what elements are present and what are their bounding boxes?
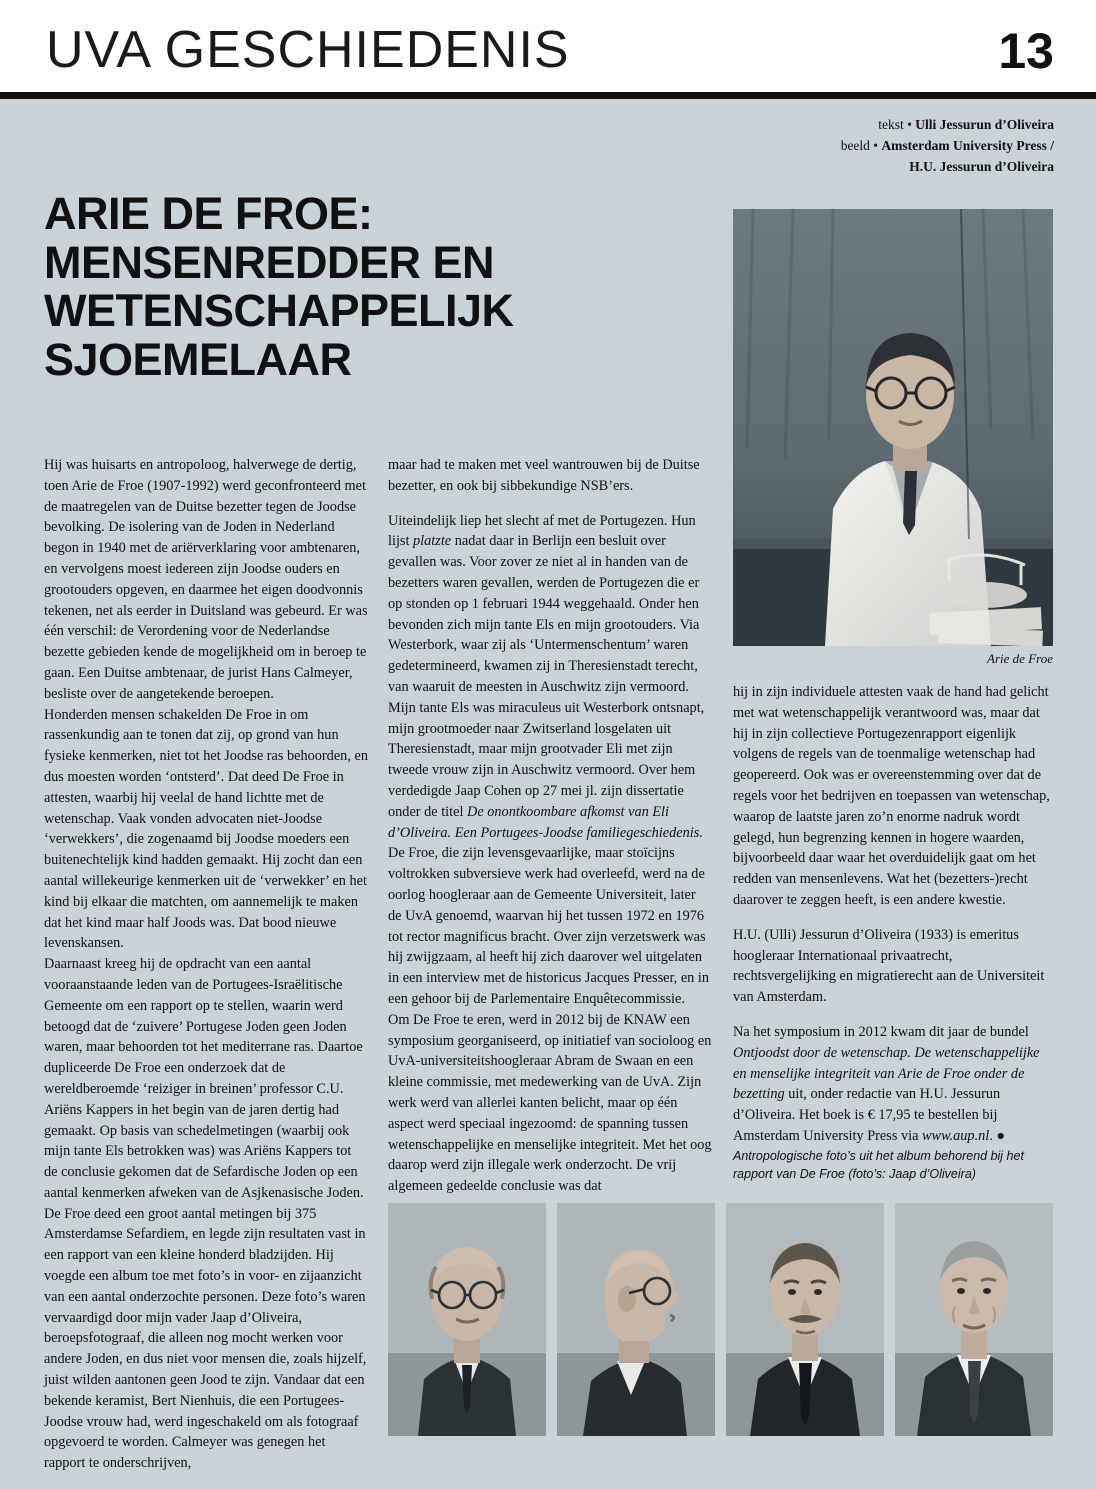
anthropological-photo-front-mustached-man: [726, 1203, 884, 1436]
credit-image-value-2: H.U. Jessurun d’Oliveira: [909, 158, 1054, 174]
credits: [754, 115, 1054, 178]
anthropological-photo-profile-bald-man: [557, 1203, 715, 1436]
paragraph: De Froe, die zijn levensgevaarlijke, maar stoïcijns voltrokken subversieve werk had overleefd, werd na de oorlog hoogleraar aan de Gemeente Universiteit, later de UvA genoemd, waarvan hij het tussen 1972 en 1976 tot rector magnificus bracht. Over zijn verzetswerk was hij zwijgzaam, al heeft hij zich daarover wel uitgelaten in een interview met de historicus Jacques Presser, en in een gehoor bij de Parlementaire Enquêtecommissie.: [388, 845, 710, 1007]
body-column-1: [44, 455, 368, 1474]
article-headline: ARIE DE FROE: MENSENREDDER EN WETENSCHAPPELIJK SJOEMELAAR: [44, 188, 514, 385]
masthead: [0, 0, 1096, 92]
credit-image-value: Amsterdam University Press /: [881, 137, 1054, 153]
paragraph: hij in zijn individuele attesten vaak de hand had gelicht met wat wetenschappelijk verantwoord was, maar dat hij in zijn collectieve Portugezenrapport eigenlijk volgens de regels van de toenmalige wetenschap had geopereerd. Ook was er overeenstemming over dat de regels voor het bedrijven en toepassen van wetenschap, waarop de laatste jaren zo’n enorme nadruk wordt gelegd, hun begrenzing kennen in hogere waarden, bijvoorbeeld daar waar het overduidelijk gaat om het redden van mensenlevens. Wat het (bezetters-)recht daarover te zeggen heeft, is een andere kwestie.: [733, 684, 1050, 908]
portrait-illustration: [733, 209, 1053, 646]
paragraph: De Froe deed een groot aantal metingen bij 375 Amsterdamse Sefardiem, en legde zijn resultaten vast in een rapport van een kleine honderd bladzijden. Hij voegde een album toe met foto’s in voor- en zijaanzicht van een aantal onderzochte personen. Deze foto’s waren vervaardigd door mijn vader Jaap d’Oliveira, beroepsfotograaf, die alleen nog mocht werken voor andere Joden, en dus niet voor mensen die, zoals hijzelf, juist wilden aantonen geen Jood te zijn. Vandaar dat een bekende keramist, Bert Nienhuis, die een Portugees-Joodse vrouw had, werd ingeschakeld om als fotograaf opgevoerd te worden. Calmeyer was genegen het rapport te onderschrijven,: [44, 1205, 367, 1472]
photo-strip: [388, 1203, 1053, 1436]
anthropological-photo-front-elderly-man: [895, 1203, 1053, 1436]
paragraph: Om De Froe te eren, werd in 2012 bij de KNAW een symposium georganiseerd, op initiatief van socioloog en UvA-universiteitshoogleraar Abram de Swaan en een kleine commissie, met medewerking van de UvA. Zijn werk werd van allerlei kanten belicht, maar op één aspect werd speciaal ingezoomd: de spanning tussen wetenschappelijke en menselijke integriteit. Met het oog daarop werd zijn illegale werk onderzocht. De vrij algemeen gedeelde conclusie was dat: [388, 1011, 712, 1195]
paragraph: maar had te maken met veel wantrouwen bij de Duitse bezetter, en ook bij sibbekundige NSB’ers.: [388, 457, 700, 494]
paragraph: Honderden mensen schakelden De Froe in om rassenkundig aan te tonen dat zij, op grond van hun fysieke kenmerken, niet tot het Joodse ras behoorden, en dus moesten worden ‘ontsterd’. Dat deed De Froe in attesten, waarbij hij veelal de hand lichtte met de wetenschap. Vaak vonden advocaten niet-Joodse ‘verwekkers’, die zogenaamd bij Joodse moeders een buitenechtelijk kind hadden gemaakt. Hij zocht dan een aantal willekeurige kenmerken uit de ‘verwekker’ en het kind bij elkaar die matchten, om aannemelijk te maken dat het kind maar half Joods was. Dat bood nieuwe levenskansen.: [44, 706, 368, 952]
credit-image-line: [754, 136, 1054, 157]
credit-image-line-2: [754, 157, 1054, 178]
body-column-3: [733, 682, 1053, 1147]
credit-image-label: beeld •: [840, 137, 882, 153]
credit-text-label: tekst •: [878, 117, 916, 132]
credit-text-value: Ulli Jessurun d’Oliveira: [915, 117, 1054, 132]
portrait-photo: [733, 209, 1053, 646]
credit-text-line: [754, 115, 1054, 136]
page-title: UVA GESCHIEDENIS: [46, 21, 570, 79]
page-number: 13: [998, 23, 1054, 79]
paragraph: H.U. (Ulli) Jessurun d’Oliveira (1933) is emeritus hoogleraar Internationaal privaatrecht, rechtsvergelijking en migratierecht aan de Universiteit van Amsterdam.: [733, 926, 1045, 1006]
portrait-caption: Arie de Froe: [987, 651, 1053, 666]
anthropological-photo-front-bald-man: [388, 1203, 546, 1436]
paragraph: Daarnaast kreeg hij de opdracht van een aantal vooraanstaande leden van de Portugees-Israëlitische Gemeente om een rapport op te stellen, waarin werd betoogd dat de ‘zuivere’ Portugese Joden geen Joden waren, maar behoorden tot het mediterrane ras. Daartoe dupliceerde De Froe een onderzoek dat de wereldberoemde ‘reiziger in breinen’ professor C.U. Ariëns Kappers in het begin van de jaren dertig had gemaakt. Op basis van schedelmetingen (waarbij ook mijn tante Els betrokken was) was Ariëns Kappers tot de conclusie gekomen dat de Sefardische Joden op een aantal kenmerken afweken van de Asjkenasische Joden.: [44, 956, 364, 1201]
paragraph: Hij was huisarts en antropoloog, halverwege de dertig, toen Arie de Froe (1907-1992) werd geconfronteerd met de maatregelen van de Duitse bezetter tegen de Joodse bevolking. De isolering van de Joden in Nederland begon in 1940 met de ariërverklaring voor ambtenaren, en vervolgens moest iedereen zijn Joodse ouders en grootouders opgeven, en daarmee het eigen doodvonnis tekenen, net als eerder in Duitsland was gebeurd. Er was één verschil: de Verordening voor de Nederlandse bezette gebieden kende de mogelijkheid om in beroep te gaan. Een Duitse ambtenaar, de jurist Hans Calmeyer, besliste over de aangetekende beroepen.: [44, 457, 368, 702]
paragraph: Uiteindelijk liep het slecht af met de Portugezen. Hun lijst platzte nadat daar in Berlijn een besluit over gevallen was. Voor zover ze niet al in handen van de bezetters waren gevallen, werden de Portugezen die er op stonden op 1 februari 1944 weggehaald. Onder hen bevonden zich mijn tante Els en mijn grootouders. Via Westerbork, waar zij als ‘Untermenschentum’ waren gedetermineerd, kwamen zij in Theresienstadt terecht, van waaruit de meesten in Auschwitz zijn vermoord. Mijn tante Els was miraculeus uit Westerbork ontsnapt, mijn grootmoeder naar Zwitserland losgelaten uit Theresienstadt, maar mijn grootvader Eli met zijn tweede vrouw zijn in Auschwitz vermoord. Over hem verdedigde Jaap Cohen op 27 mei jl. zijn dissertatie onder de titel De onontkoombare afkomst van Eli d’Oliveira. Een Portugees-Joodse familiegeschiedenis.: [388, 512, 705, 841]
masthead-divider: [0, 92, 1096, 99]
photo-strip-caption: Antropologische foto’s uit het album behorend bij het rapport van De Froe (foto’s: Jaap d’Oliveira): [733, 1149, 1024, 1181]
paragraph: Na het symposium in 2012 kwam dit jaar de bundel Ontjoodst door de wetenschap. De wetenschappelijke en menselijke integriteit van Arie de Froe onder de bezetting uit, onder redactie van H.U. Jessurun d’Oliveira. Het boek is € 17,95 te bestellen bij Amsterdam University Press via www.aup.nl. ●: [733, 1023, 1040, 1144]
body-column-2: [388, 455, 712, 1197]
